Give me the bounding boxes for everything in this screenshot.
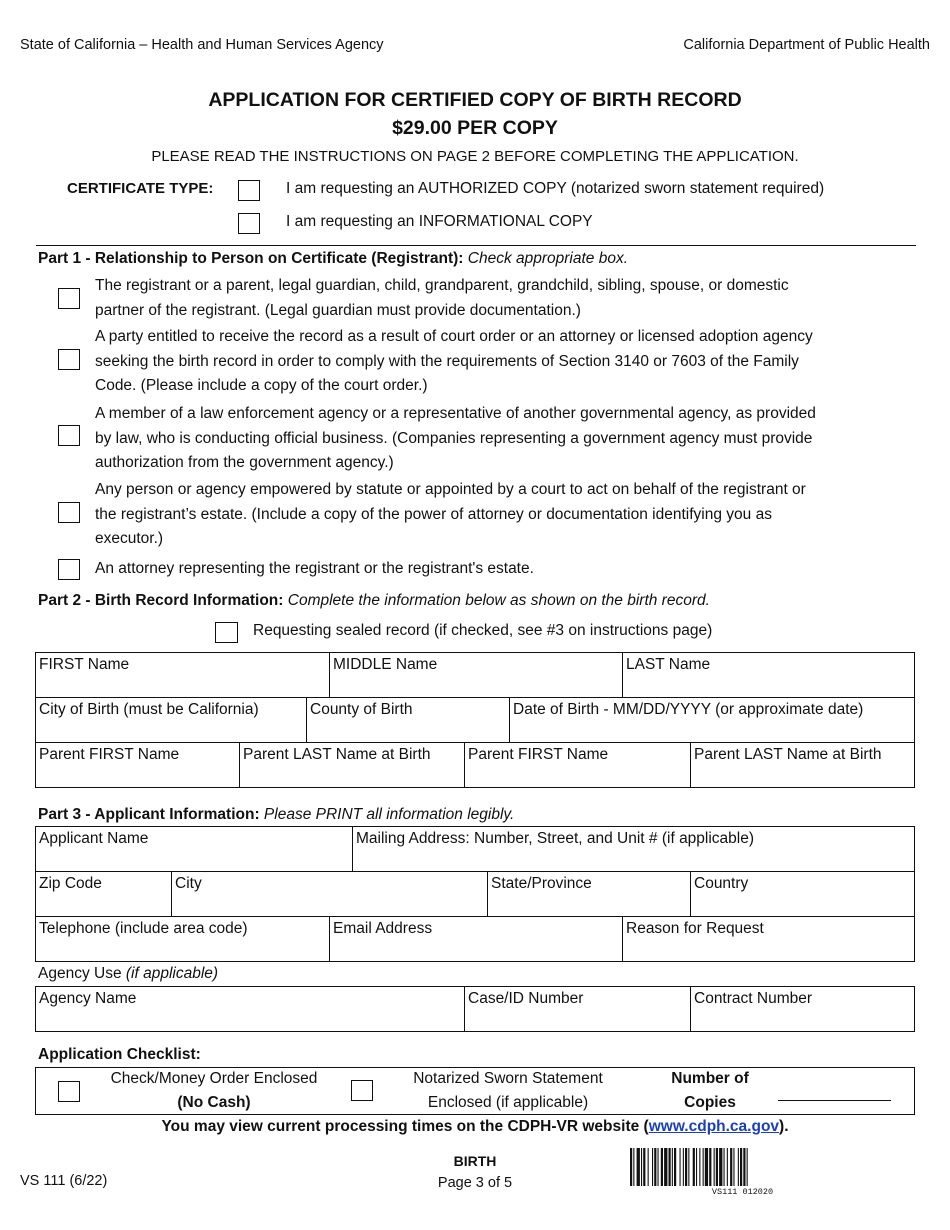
agency-heading-line — [38, 965, 218, 983]
telephone-field[interactable]: Telephone (include area code) — [39, 920, 248, 937]
part3-note: Please PRINT all information legibly. — [263, 806, 515, 823]
part1-note: Check appropriate box. — [467, 250, 629, 267]
number-of-copies-input[interactable] — [778, 1100, 891, 1101]
parent2-first-name-field[interactable]: Parent FIRST Name — [464, 743, 690, 787]
case-id-field[interactable]: Case/ID Number — [464, 987, 690, 1031]
applicant-contact-row — [36, 916, 914, 961]
authorized-copy-label: I am requesting an AUTHORIZED COPY (notarized sworn statement required) — [286, 180, 825, 197]
agency-heading: Agency Use — [38, 965, 122, 982]
agency-name-field[interactable]: Agency Name — [39, 990, 137, 1007]
birth-record-table — [35, 652, 915, 788]
first-name-field[interactable]: FIRST Name — [39, 656, 130, 673]
part2-note: Complete the information below as shown on the birth record. — [287, 592, 710, 609]
relationship-empowered-person-text: Any person or agency empowered by statute or appointed by a court to act on behalf of the registrant or the registrant’s estate. (Include a copy of the power of attorney or documentation identifying you as executor.) — [95, 481, 806, 547]
agency-note: (if applicable) — [125, 965, 219, 982]
part1-heading-line — [38, 250, 628, 268]
checklist-heading: Application Checklist: — [38, 1046, 201, 1063]
part2-heading: Part 2 - Birth Record Information: — [38, 592, 284, 609]
relationship-registrant-family-text: The registrant or a parent, legal guardian, child, grandparent, grandchild, sibling, spouse, or domestic partner of the registrant. (Legal guardian must provide documentation.) — [95, 277, 789, 319]
part3-heading: Part 3 - Applicant Information: — [38, 806, 260, 823]
mailing-address-field[interactable]: Mailing Address: Number, Street, and Unit # (if applicable) — [352, 827, 914, 871]
price-per-copy: $29.00 PER COPY — [392, 117, 558, 139]
informational-copy-checkbox[interactable] — [238, 213, 260, 234]
parent1-first-name-field[interactable]: Parent FIRST Name — [39, 746, 180, 763]
authorized-copy-checkbox[interactable] — [238, 180, 260, 201]
applicant-name-row — [36, 827, 914, 871]
informational-copy-label: I am requesting an INFORMATIONAL COPY — [286, 213, 593, 230]
processing-times-note: You may view current processing times on the CDPH-VR website (www.cdph.ca.gov). — [161, 1118, 789, 1135]
county-of-birth-field[interactable]: County of Birth — [306, 698, 509, 742]
last-name-field[interactable]: LAST Name — [622, 653, 914, 697]
relationship-law-enforcement-checkbox[interactable] — [58, 425, 80, 446]
applicant-location-row — [36, 871, 914, 916]
middle-name-field[interactable]: MIDDLE Name — [329, 653, 622, 697]
part1-heading: Part 1 - Relationship to Person on Certificate (Registrant): — [38, 250, 464, 267]
relationship-empowered-person-checkbox[interactable] — [58, 502, 80, 523]
relationship-law-enforcement-text: A member of a law enforcement agency or a representative of another governmental agency, as provided by law, who is conducting official business. (Companies representing a government agency must provide authorization from the government agency.) — [95, 405, 816, 471]
part3-heading-line — [38, 806, 514, 824]
applicant-name-field[interactable]: Applicant Name — [39, 830, 149, 847]
number-of-copies-label: Number of Copies — [671, 1070, 749, 1111]
sworn-statement-checkbox[interactable] — [351, 1080, 373, 1101]
city-of-birth-field[interactable]: City of Birth (must be California) — [39, 701, 259, 718]
cdph-website-link[interactable]: www.cdph.ca.gov — [648, 1118, 780, 1135]
reason-for-request-field[interactable]: Reason for Request — [622, 917, 914, 961]
relationship-attorney-text: An attorney representing the registrant or the registrant's estate. — [95, 560, 534, 577]
certificate-type-label: CERTIFICATE TYPE: — [67, 180, 214, 197]
department-header: California Department of Public Health — [683, 37, 930, 53]
agency-row — [36, 987, 914, 1031]
record-type: BIRTH — [453, 1153, 497, 1169]
parent1-last-name-field[interactable]: Parent LAST Name at Birth — [239, 743, 464, 787]
agency-header: State of California – Health and Human Services Agency — [20, 37, 384, 53]
instructions-note: PLEASE READ THE INSTRUCTIONS ON PAGE 2 BEFORE COMPLETING THE APPLICATION. — [151, 148, 799, 165]
sealed-record-checkbox[interactable] — [215, 622, 238, 643]
relationship-court-order-checkbox[interactable] — [58, 349, 80, 370]
agency-table — [35, 986, 915, 1032]
barcode-number: VS111 012020 — [711, 1187, 774, 1197]
relationship-registrant-family-checkbox[interactable] — [58, 288, 80, 309]
city-field[interactable]: City — [171, 872, 487, 916]
birth-place-row — [36, 697, 914, 742]
applicant-table — [35, 826, 915, 962]
parents-row — [36, 742, 914, 787]
parent2-last-name-field[interactable]: Parent LAST Name at Birth — [690, 743, 914, 787]
check-enclosed-checkbox[interactable] — [58, 1081, 80, 1102]
date-of-birth-field[interactable]: Date of Birth - MM/DD/YYYY (or approximate date) — [509, 698, 914, 742]
birth-name-row — [36, 653, 914, 697]
state-province-field[interactable]: State/Province — [487, 872, 690, 916]
relationship-court-order-text: A party entitled to receive the record as a result of court order or an attorney or licensed adoption agency seeking the birth record in order to comply with the requirements of Section 3140 or 7603 of the Family Code. (Please include a copy of the court order.) — [95, 328, 813, 394]
barcode — [630, 1148, 855, 1186]
check-enclosed-label: Check/Money Order Enclosed (No Cash) — [110, 1070, 318, 1111]
form-code: VS 111 (6/22) — [20, 1173, 108, 1189]
sealed-record-label: Requesting sealed record (if checked, see #3 on instructions page) — [253, 622, 713, 639]
relationship-attorney-checkbox[interactable] — [58, 559, 80, 580]
form-title: APPLICATION FOR CERTIFIED COPY OF BIRTH RECORD — [208, 89, 742, 111]
section-divider — [36, 245, 916, 246]
part2-heading-line — [38, 592, 710, 610]
sworn-statement-label: Notarized Sworn Statement Enclosed (if applicable) — [413, 1070, 603, 1111]
email-field[interactable]: Email Address — [329, 917, 622, 961]
contract-number-field[interactable]: Contract Number — [690, 987, 914, 1031]
country-field[interactable]: Country — [690, 872, 914, 916]
zip-code-field[interactable]: Zip Code — [39, 875, 102, 892]
page-number: Page 3 of 5 — [437, 1175, 513, 1191]
